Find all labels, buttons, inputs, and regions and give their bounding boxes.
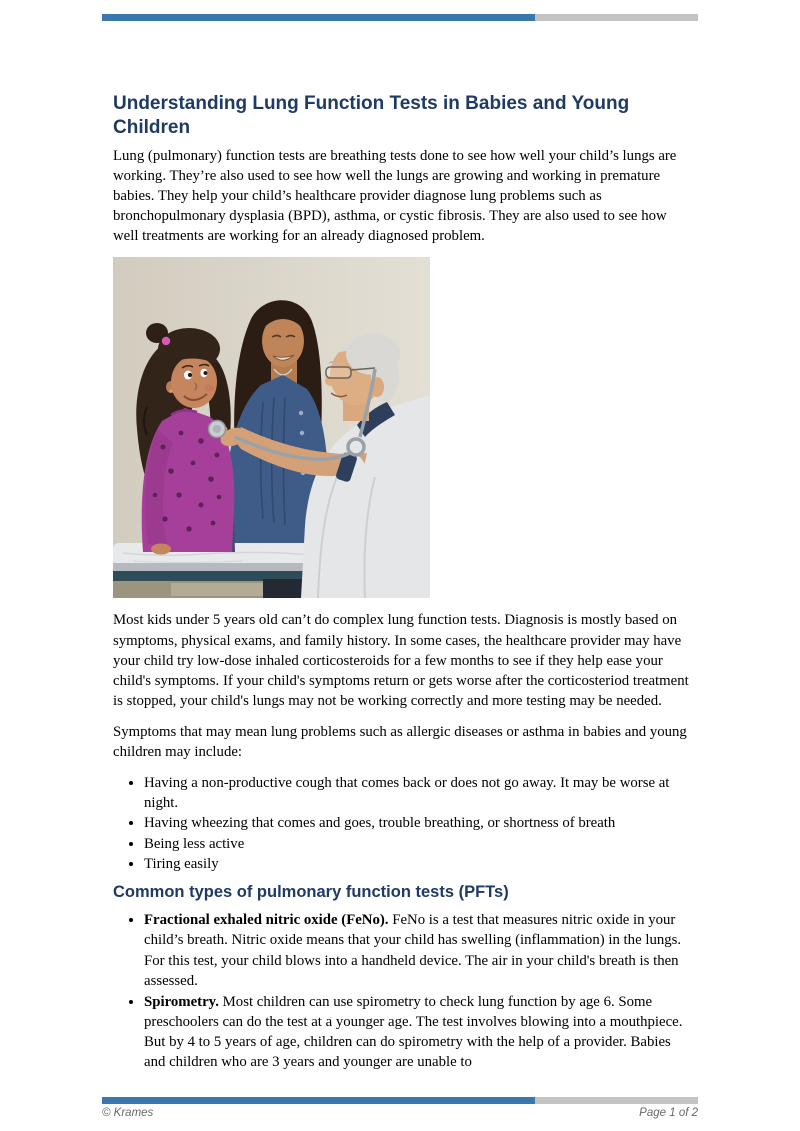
list-item: • Being less active: [144, 834, 689, 854]
copyright-text: © Krames: [102, 1107, 154, 1119]
list-item-text: Most children can use spirometry to check lung function by age 6. Some preschoolers can do the test at a younger age. The test involves blowing into a mouthpiece. But by 4 to 5 years of age, children can do spirometry with the help of a provider. Babies and children who are 3 years and younger are unable to: [144, 993, 683, 1071]
intro-paragraph: Lung (pulmonary) function tests are breathing tests done to see how well your child’s lungs are working. They’re also used to see how well the lungs are growing and working in premature babies. They help your child’s healthcare provider diagnose lung problems such as bronchopulmonary dysplasia (BPD), asthma, or cystic fibrosis. They are also used to see how well treatments are working for an already diagnosed problem.: [113, 147, 677, 245]
page-number: Page 1 of 2: [639, 1107, 698, 1119]
top-accent-bar-gray: [535, 14, 698, 21]
footer-row: [102, 1107, 698, 1119]
list-item: • Tiring easily: [144, 854, 689, 874]
glasses: [326, 367, 351, 378]
top-accent-bar: [102, 14, 698, 21]
bottom-accent-bar: [102, 1097, 698, 1104]
page-footer: [0, 1090, 800, 1131]
pft-list: [113, 910, 689, 1072]
list-item: [144, 910, 689, 990]
list-item-text: FeNo is a test that measures nitric oxide in your child’s breath. Nitric oxide means that your child has swelling (inflammation) in the lungs. For this test, your child blows into a handheld device. The air in your child's breath is then assessed.: [144, 912, 682, 989]
photo-illustration: [113, 257, 430, 598]
list-item-lead: Spirometry.: [144, 993, 219, 1010]
symptom-list: [113, 773, 689, 874]
bottom-accent-bar-blue: [102, 1097, 535, 1104]
document-content: [113, 92, 689, 1092]
top-accent-bar-blue: [102, 14, 535, 21]
photo: [113, 257, 689, 598]
symptoms-intro-paragraph: Symptoms that may mean lung problems such as allergic diseases or asthma in babies and young children may include:: [113, 723, 687, 761]
body-paragraph: Most kids under 5 years old can’t do complex lung function tests. Diagnosis is mostly based on symptoms, physical exams, and family history. In some cases, the healthcare provider may have your child try low-dose inhaled corticosteroids for a few months to see if they help ease your child's symptoms. If your child's symptoms return or gets worse after the corticosteriod treatment is stopped, your child's lungs may not be working correctly and more testing may be needed.: [113, 612, 689, 709]
list-item-lead: Fractional exhaled nitric oxide (FeNo).: [144, 912, 389, 929]
section-heading: Common types of pulmonary function tests (PFTs): [113, 882, 509, 901]
list-item: [144, 992, 689, 1072]
list-item: • Having a non-productive cough that comes back or does not go away. It may be worse at night.: [144, 773, 689, 813]
list-item: • Having wheezing that comes and goes, trouble breathing, or shortness of breath: [144, 813, 689, 833]
bottom-accent-bar-gray: [535, 1097, 698, 1104]
pink-hair-tie: [162, 337, 170, 345]
page-title: Understanding Lung Function Tests in Babies and Young Children: [113, 93, 630, 138]
